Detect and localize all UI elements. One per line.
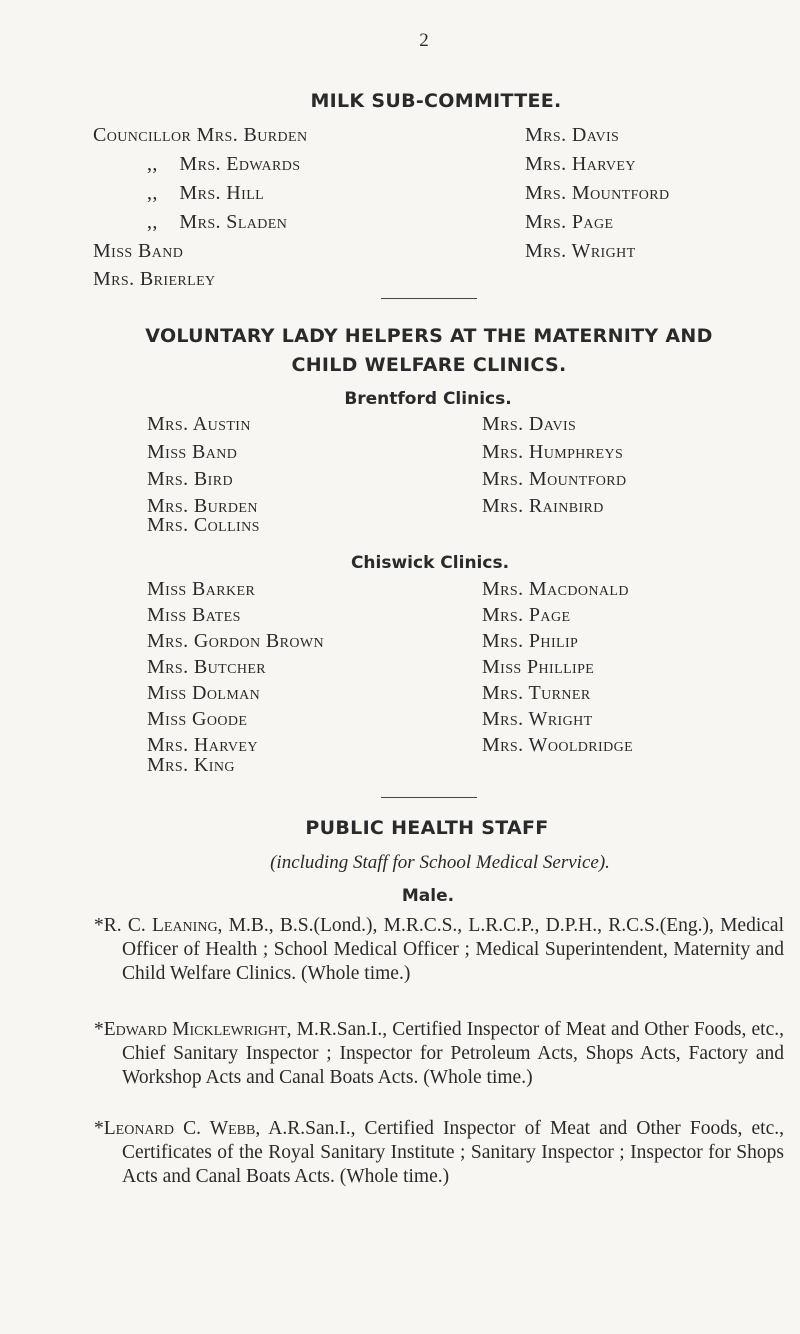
male-staff-heading: Male.: [401, 886, 455, 906]
brentford-helper: Miss Band: [147, 441, 238, 463]
section-divider: [381, 298, 477, 299]
brentford-helper: Mrs. Collins: [147, 514, 260, 536]
brentford-helper: Mrs. Humphreys: [482, 441, 624, 463]
chiswick-helper: Mrs. Wooldridge: [482, 734, 634, 756]
chiswick-helper: Mrs. Harvey: [147, 734, 258, 756]
milk-member-left: Councillor Mrs. Burden: [93, 124, 308, 146]
brentford-helper: Mrs. Bird: [147, 468, 233, 490]
staff-name: *R. C. Leaning,: [94, 915, 223, 936]
public-health-staff-heading: PUBLIC HEALTH STAFF: [305, 817, 549, 839]
brentford-helper: Mrs. Davis: [482, 413, 577, 435]
chiswick-helper: Mrs. Philip: [482, 630, 579, 652]
page-number: 2: [419, 30, 429, 51]
chiswick-helper: Miss Phillipe: [482, 656, 595, 678]
chiswick-helper: Mrs. Macdonald: [482, 578, 629, 600]
milk-committee-heading: MILK SUB-COMMITTEE.: [310, 90, 562, 112]
milk-member-right: Mrs. Wright: [525, 240, 636, 262]
staff-description: M.R.San.I., Certified Inspector of Meat and Other Foods, etc., Chief Sanitary Inspector ; Inspector for Petroleum Acts, Shops Acts, Factory and Workshop Acts and Canal Boats Acts. (Whole time.): [122, 1019, 784, 1088]
brentford-helper: Mrs. Burden: [147, 495, 258, 517]
brentford-helper: Mrs. Mountford: [482, 468, 627, 490]
brentford-helper: Mrs. Austin: [147, 413, 251, 435]
brentford-clinics-heading: Brentford Clinics.: [344, 389, 512, 409]
chiswick-helper: Mrs. Page: [482, 604, 571, 626]
staff-entry: [94, 1018, 784, 1090]
chiswick-helper: Mrs. Gordon Brown: [147, 630, 325, 652]
voluntary-helpers-heading-line1: VOLUNTARY LADY HELPERS AT THE MATERNITY AND: [145, 325, 713, 347]
section-divider: [381, 797, 477, 798]
staff-description: M.B., B.S.(Lond.), M.R.C.S., L.R.C.P., D.P.H., R.C.S.(Eng.), Medical Officer of Health ; School Medical Officer ; Medical Superintendent, Maternity and Child Welfare Clinics. (Whole time.): [122, 915, 784, 984]
chiswick-helper: Mrs. Butcher: [147, 656, 267, 678]
chiswick-helper: Miss Goode: [147, 708, 248, 730]
milk-member-right: Mrs. Harvey: [525, 153, 636, 175]
chiswick-helper: Miss Dolman: [147, 682, 261, 704]
milk-member-left: ,, Mrs. Sladen: [147, 211, 288, 233]
milk-member-right: Mrs. Page: [525, 211, 614, 233]
milk-member-left: ,, Mrs. Edwards: [147, 153, 301, 175]
chiswick-clinics-heading: Chiswick Clinics.: [350, 553, 510, 573]
milk-member-left: ,, Mrs. Hill: [147, 182, 265, 204]
brentford-helper: Mrs. Rainbird: [482, 495, 604, 517]
staff-name: *Edward Micklewright,: [94, 1019, 292, 1040]
staff-description: A.R.San.I., Certified Inspector of Meat and Other Foods, etc., Certificates of the Royal Sanitary Institute ; Sanitary Inspector ; Inspector for Shops Acts and Canal Boats Acts. (Whole time.): [122, 1118, 784, 1187]
milk-member-left: Miss Band: [93, 240, 184, 262]
chiswick-helper: Miss Barker: [147, 578, 256, 600]
staff-name: *Leonard C. Webb,: [94, 1118, 261, 1139]
chiswick-helper: Mrs. Wright: [482, 708, 593, 730]
chiswick-helper: Mrs. Turner: [482, 682, 591, 704]
voluntary-helpers-heading-line2: CHILD WELFARE CLINICS.: [291, 354, 567, 376]
staff-subtitle: (including Staff for School Medical Service).: [270, 852, 610, 873]
milk-member-left: Mrs. Brierley: [93, 268, 216, 290]
milk-member-right: Mrs. Mountford: [525, 182, 670, 204]
staff-entry: [94, 1117, 784, 1189]
staff-entry: [94, 914, 784, 986]
milk-member-right: Mrs. Davis: [525, 124, 620, 146]
chiswick-helper: Miss Bates: [147, 604, 241, 626]
chiswick-helper: Mrs. King: [147, 754, 235, 776]
